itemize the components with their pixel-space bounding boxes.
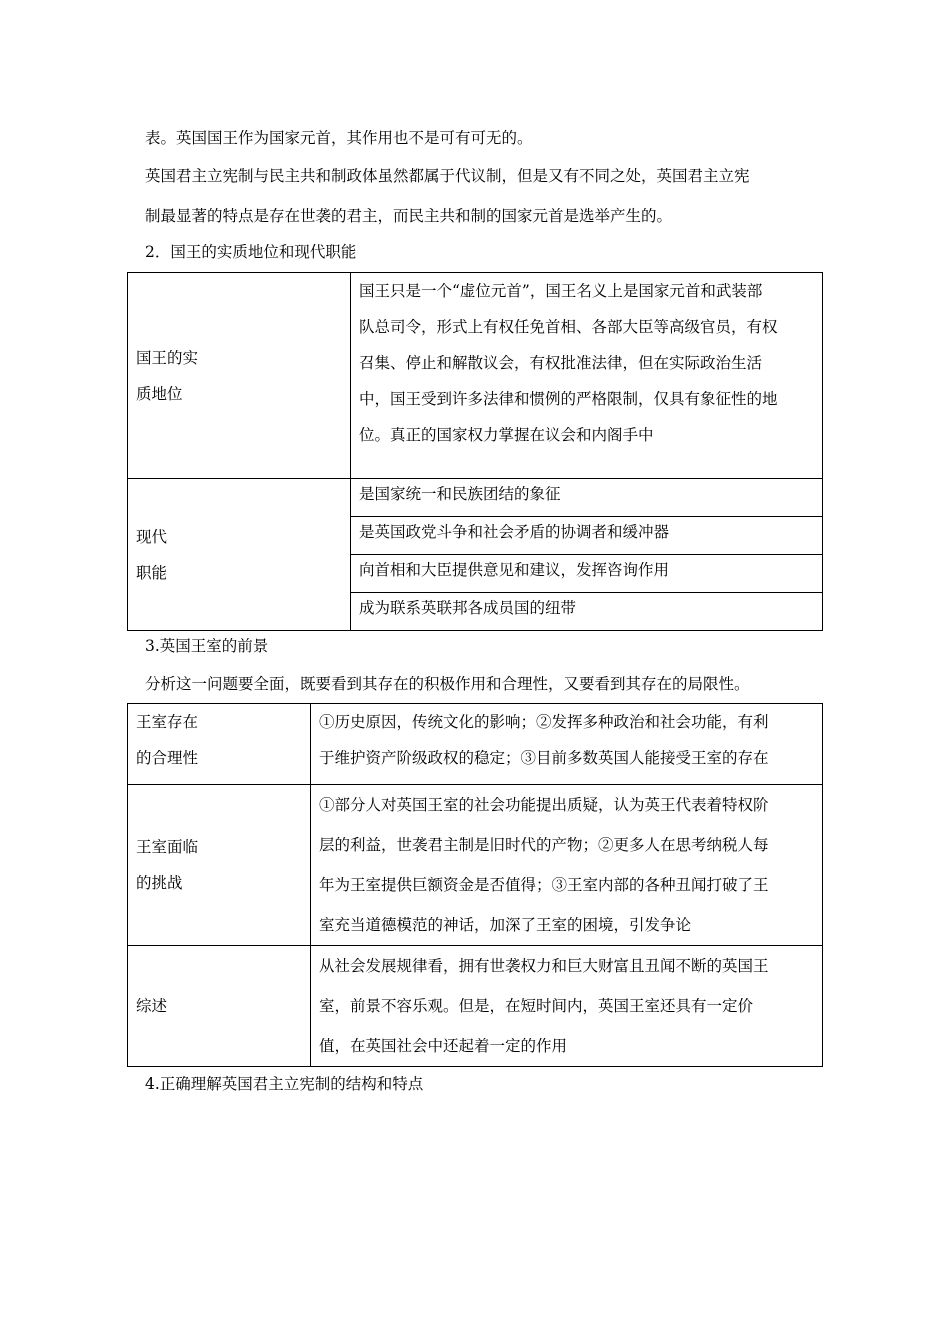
content-line: 年为王室提供巨额资金是否值得；③王室内部的各种丑闻打破了王: [319, 876, 769, 894]
row-label: [128, 946, 311, 1067]
content-line: ①部分人对英国王室的社会功能提出质疑，认为英王代表着特权阶: [319, 796, 769, 814]
intro-line-2: 英国君主立宪制与民主共和制政体虽然都属于代议制，但是又有不同之处，英国君主立宪: [145, 167, 750, 185]
label-line: 质地位: [136, 384, 183, 403]
label-line: 综述: [136, 997, 168, 1015]
row-label: [128, 479, 351, 631]
row-content: [311, 704, 823, 785]
table-row: [128, 946, 823, 1067]
content-line: 室，前景不容乐观。但是，在短时间内，英国王室还具有一定价: [319, 997, 754, 1015]
section-3-heading: 3.英国王室的前景: [145, 637, 269, 655]
row-label: [128, 704, 311, 785]
content-line: 召集、停止和解散议会，有权批准法律，但在实际政治生活: [359, 354, 763, 372]
content-line: 位。真正的国家权力掌握在议会和内阁手中: [359, 426, 654, 444]
content-line: 国王只是一个“虚位元首”，国王名义上是国家元首和武装部: [359, 282, 763, 300]
label-line: 王室存在: [136, 713, 199, 731]
royal-prospects-table: [127, 703, 823, 1067]
label-line: 职能: [136, 563, 168, 582]
content-line: ①历史原因，传统文化的影响；②发挥多种政治和社会功能，有利: [319, 713, 769, 731]
function-item: 成为联系英联邦各成员国的纽带: [351, 593, 823, 631]
label-line: 国王的实: [136, 348, 199, 367]
row-content: [311, 946, 823, 1067]
label-line: 王室面临: [136, 838, 199, 856]
row-label: [128, 785, 311, 946]
function-item: 是国家统一和民族团结的象征: [351, 479, 823, 517]
function-item: 向首相和大臣提供意见和建议，发挥咨询作用: [351, 555, 823, 593]
content-line: 从社会发展规律看，拥有世袭权力和巨大财富且丑闻不断的英国王: [319, 957, 769, 975]
content-line: 值，在英国社会中还起着一定的作用: [319, 1037, 568, 1055]
content-line: 层的利益，世袭君主制是旧时代的产物；②更多人在思考纳税人每: [319, 836, 769, 854]
row-label: [128, 273, 351, 479]
content-line: 于维护资产阶级政权的稳定；③目前多数英国人能接受王室的存在: [319, 749, 769, 767]
section-4-heading: 4.正确理解英国君主立宪制的结构和特点: [145, 1075, 424, 1093]
function-item: 是英国政党斗争和社会矛盾的协调者和缓冲器: [351, 517, 823, 555]
intro-line-3: 制最显著的特点是存在世袭的君主，而民主共和制的国家元首是选举产生的。: [145, 207, 673, 225]
table-row: [128, 704, 823, 785]
content-line: 室充当道德模范的神话，加深了王室的困境，引发争论: [319, 916, 692, 934]
table-row: [128, 273, 823, 479]
table-row: [128, 479, 823, 517]
content-line: 中，国王受到许多法律和惯例的严格限制，仅具有象征性的地: [359, 390, 778, 408]
monarch-role-table: [127, 272, 823, 631]
label-line: 的合理性: [136, 749, 199, 767]
section-2-heading: 2．国王的实质地位和现代职能: [145, 243, 357, 261]
row-content: [311, 785, 823, 946]
section-3-intro: 分析这一问题要全面，既要看到其存在的积极作用和合理性，又要看到其存在的局限性。: [145, 675, 750, 693]
intro-line-1: 表。英国国王作为国家元首，其作用也不是可有可无的。: [145, 129, 533, 147]
content-line: 队总司令，形式上有权任免首相、各部大臣等高级官员，有权: [359, 318, 778, 336]
table-row: [128, 785, 823, 946]
label-line: 的挑战: [136, 874, 183, 892]
row-content: [351, 273, 823, 479]
label-line: 现代: [136, 527, 168, 546]
